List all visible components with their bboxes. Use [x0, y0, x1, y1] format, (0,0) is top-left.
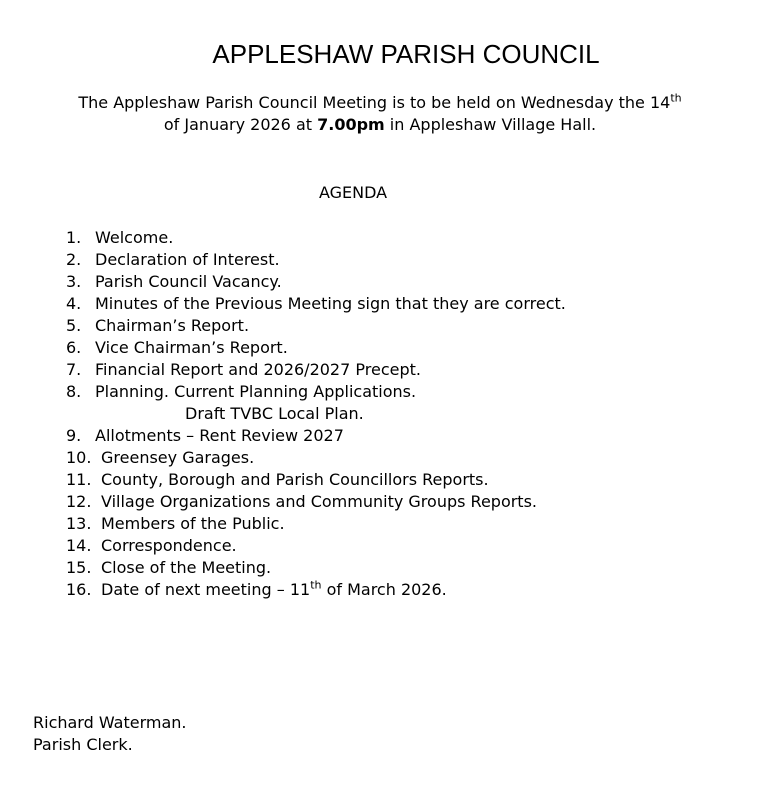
agenda-item-number: 1.	[66, 228, 82, 247]
agenda-subitem-text: Draft TVBC Local Plan.	[185, 404, 364, 423]
agenda-item-text: County, Borough and Parish Councillors Reports.	[101, 470, 489, 489]
agenda-item-number: 12.	[66, 492, 92, 511]
agenda-item-text: Correspondence.	[101, 536, 237, 555]
agenda-item-text: Close of the Meeting.	[101, 558, 272, 577]
agenda-item	[66, 249, 566, 271]
agenda-item-ordinal-suffix: th	[310, 578, 322, 592]
agenda-item-text: Vice Chairman’s Report.	[95, 338, 288, 357]
agenda-item-number: 5.	[66, 316, 82, 335]
agenda-item-text: Greensey Garages.	[101, 448, 255, 467]
agenda-item	[66, 491, 566, 513]
agenda-item	[66, 469, 566, 491]
agenda-item-number: 16.	[66, 580, 92, 599]
agenda-item	[66, 513, 566, 535]
page-title: APPLESHAW PARISH COUNCIL	[212, 39, 600, 69]
agenda-item-text: Minutes of the Previous Meeting sign that they are correct.	[95, 294, 566, 313]
agenda-item-text-end: of March 2026.	[321, 580, 447, 599]
agenda-item-number: 14.	[66, 536, 92, 555]
signature-block	[33, 712, 186, 756]
clerk-name: Richard Waterman.	[33, 713, 187, 732]
intro-text-venue: in Appleshaw Village Hall.	[384, 115, 597, 134]
intro-ordinal-suffix: th	[670, 91, 682, 105]
agenda-item-text: Financial Report and 2026/2027 Precept.	[95, 360, 421, 379]
agenda-item-text: Parish Council Vacancy.	[95, 272, 282, 291]
agenda-item-text: Members of the Public.	[101, 514, 285, 533]
agenda-item-number: 3.	[66, 272, 82, 291]
agenda-item	[66, 293, 566, 315]
agenda-item-text: Chairman’s Report.	[95, 316, 250, 335]
intro-text: The Appleshaw Parish Council Meeting is to be held on Wednesday the 14	[78, 93, 671, 112]
agenda-item	[66, 447, 566, 469]
agenda-item	[66, 579, 566, 601]
agenda-item-number: 13.	[66, 514, 92, 533]
meeting-time: 7.00pm	[317, 115, 385, 134]
agenda-item-number: 7.	[66, 360, 82, 379]
agenda-item-text: Village Organizations and Community Groups Reports.	[101, 492, 537, 511]
agenda-item-number: 11.	[66, 470, 92, 489]
agenda-item-number: 9.	[66, 426, 82, 445]
agenda-item	[66, 535, 566, 557]
agenda-item-number: 4.	[66, 294, 82, 313]
agenda-item	[66, 271, 566, 293]
agenda-item-number: 15.	[66, 558, 92, 577]
agenda-item	[66, 227, 566, 249]
agenda-item-text: Date of next meeting – 11	[101, 580, 311, 599]
agenda-item-text: Allotments – Rent Review 2027	[95, 426, 344, 445]
agenda-item	[66, 557, 566, 579]
agenda-item	[66, 315, 566, 337]
agenda-list	[66, 227, 566, 601]
agenda-heading: AGENDA	[318, 183, 388, 202]
agenda-item-text: Welcome.	[95, 228, 174, 247]
agenda-item-number: 2.	[66, 250, 82, 269]
meeting-intro	[10, 92, 750, 136]
clerk-role: Parish Clerk.	[33, 735, 133, 754]
agenda-item	[66, 359, 566, 381]
agenda-item	[66, 337, 566, 359]
intro-text-date: of January 2026 at	[163, 115, 318, 134]
agenda-item	[66, 425, 566, 447]
agenda-item-text: Declaration of Interest.	[95, 250, 280, 269]
agenda-item-number: 10.	[66, 448, 92, 467]
agenda-item	[66, 381, 566, 403]
agenda-item-text: Planning. Current Planning Applications.	[95, 382, 417, 401]
agenda-item-number: 6.	[66, 338, 82, 357]
agenda-item-number: 8.	[66, 382, 82, 401]
